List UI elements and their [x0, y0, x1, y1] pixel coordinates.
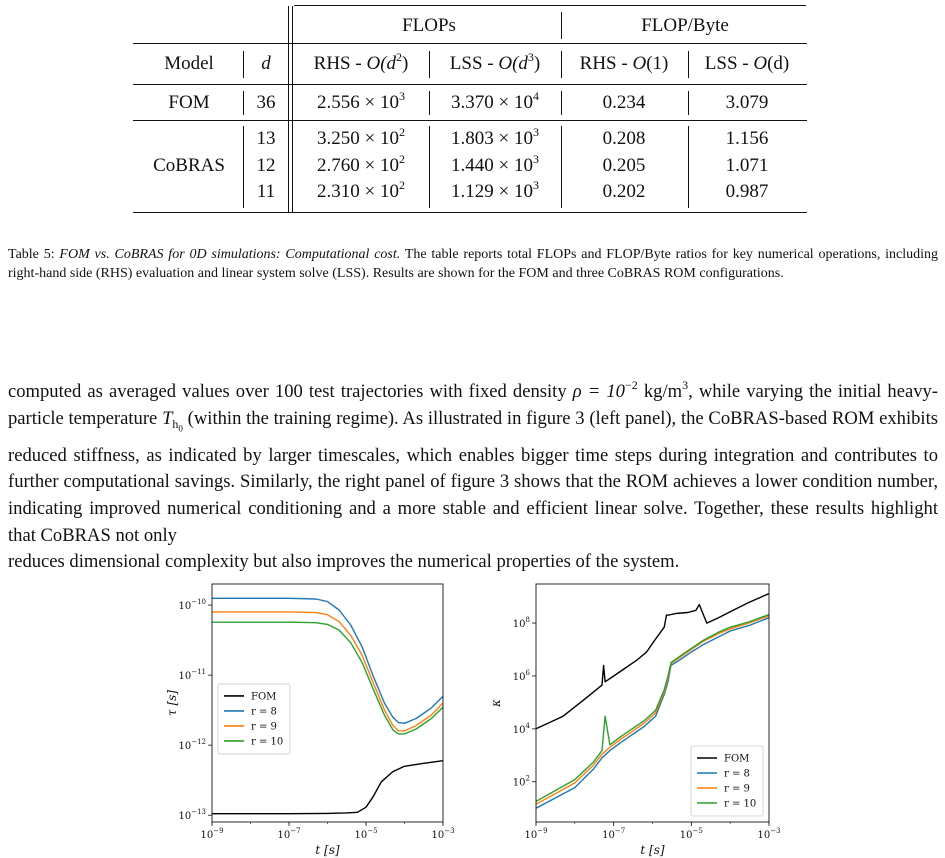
- cobras-lss-fb: 0.987: [725, 181, 769, 202]
- vbar: [429, 51, 430, 78]
- vbar: [688, 91, 689, 115]
- rho-symbol: ρ = 10: [572, 381, 625, 402]
- y-axis-label: κ: [489, 699, 503, 707]
- legend-label: r = 10: [251, 736, 284, 748]
- legend-label: r = 9: [251, 721, 277, 733]
- vbar: [688, 51, 689, 78]
- cobras-lss: $1.129 \times 10^3$: [451, 178, 539, 202]
- vbar: [561, 126, 562, 208]
- x-tick-label: $10^{-5}$: [679, 827, 703, 841]
- x-axis-label: t [s]: [640, 843, 665, 857]
- body-text: computed as averaged values over 100 test trajectories with fixed density: [8, 381, 567, 402]
- temperature-symbol: T: [162, 407, 173, 429]
- series-line-FOM: [212, 761, 443, 814]
- x-tick-label: $10^{-5}$: [354, 827, 378, 841]
- x-tick-label: $10^{-3}$: [431, 827, 455, 841]
- x-tick-label: $10^{-7}$: [277, 827, 301, 841]
- vbar: [243, 91, 244, 115]
- legend-label: r = 8: [724, 768, 750, 780]
- y-tick-label: $10^{-10}$: [178, 598, 206, 613]
- fom-label: FOM: [168, 92, 210, 113]
- y-tick-label: $10^6$: [512, 668, 530, 683]
- temperature-subsub: 0: [178, 423, 183, 434]
- legend-label: r = 8: [251, 706, 277, 718]
- unit-exponent: 3: [682, 378, 689, 392]
- col-lss-flops: LSS - $O(d^3)$: [449, 50, 541, 74]
- rho-exponent: −2: [624, 378, 638, 392]
- cobras-rhs-fb: 0.205: [602, 155, 646, 176]
- col-d: d: [261, 53, 271, 74]
- condition-number-chart: [489, 576, 788, 858]
- y-tick-label: $10^8$: [512, 616, 530, 631]
- col-lss-fb: LSS - O(d): [704, 53, 790, 74]
- vbar: [243, 51, 244, 78]
- cobras-d: 13: [256, 128, 276, 149]
- y-tick-label: $10^{-12}$: [178, 738, 206, 753]
- fom-lss-fb: 3.079: [725, 92, 769, 113]
- fom-d: 36: [256, 92, 276, 113]
- double-bar-a: [288, 6, 289, 212]
- cobras-rhs: $3.250 \times 10^2$: [317, 125, 405, 149]
- caption-lead: FOM vs. CoBRAS for 0D simulations: Computational cost.: [59, 247, 401, 262]
- vbar: [429, 91, 430, 115]
- fom-rule: [133, 120, 807, 121]
- y-tick-label: $10^{-11}$: [178, 668, 206, 683]
- cobras-lss-fb: 1.156: [725, 128, 769, 149]
- cobras-label: CoBRAS: [153, 155, 225, 176]
- timescale-chart: [160, 576, 460, 858]
- vbar: [561, 12, 562, 39]
- rho-unit: kg/m: [637, 381, 683, 402]
- col-rule: [133, 84, 807, 85]
- y-axis-label: τ [s]: [165, 690, 179, 716]
- x-tick-label: $10^{-3}$: [757, 827, 781, 841]
- header-flops: FLOPs: [402, 15, 456, 36]
- cobras-rhs-fb: 0.202: [602, 181, 646, 202]
- series-line-FOM: [536, 594, 769, 729]
- vbar: [243, 126, 244, 208]
- cobras-rhs: $2.310 \times 10^2$: [317, 178, 405, 202]
- legend-label: r = 10: [724, 798, 757, 810]
- header-rule: [133, 43, 807, 44]
- x-tick-label: $10^{-9}$: [200, 827, 224, 841]
- top-rule: [294, 5, 806, 6]
- legend-label: r = 9: [724, 783, 750, 795]
- double-bar-b: [292, 6, 293, 212]
- body-text: (within the training regime). As illustrated in figure 3 (left panel), the CoBRAS-based ROM exhibits reduced stiffness, as indicated by larger timescales, which enables bigger time steps during integration and contributes to further computational savings. Similarly, the right panel of figure 3 shows that the ROM achieves a lower condition number, indicating improved numerical conditioning and a more stable and efficient linear solve. Together, these results highlight that CoBRAS not only: [8, 407, 938, 546]
- vbar: [688, 126, 689, 208]
- caption-label: Table 5:: [8, 247, 55, 262]
- y-tick-label: $10^{-13}$: [178, 808, 206, 823]
- cobras-lss: $1.440 \times 10^3$: [451, 152, 539, 176]
- legend-label: FOM: [724, 753, 750, 765]
- body-paragraph: [8, 379, 938, 576]
- legend-label: FOM: [251, 691, 277, 703]
- cobras-rhs: $2.760 \times 10^2$: [317, 152, 405, 176]
- cobras-rhs-fb: 0.208: [602, 128, 646, 149]
- cobras-lss-fb: 1.071: [725, 155, 769, 176]
- col-model: Model: [164, 53, 214, 74]
- body-text: reduces dimensional complexity but also improves the numerical properties of the system.: [8, 551, 680, 573]
- body-text: , while varying the initial heavy-particle temperature: [8, 381, 938, 429]
- caption-text: The table reports total FLOPs and FLOP/Byte ratios for key numerical operations, including right-hand side (RHS) evaluation and linear system solve (LSS). Results are shown for the FOM and three CoBRAS ROM configurations.: [8, 247, 939, 281]
- header-flop-byte: FLOP/Byte: [641, 15, 729, 36]
- x-axis-label: t [s]: [315, 843, 340, 857]
- vbar: [561, 51, 562, 78]
- y-tick-label: $10^2$: [512, 774, 530, 789]
- cobras-lss: $1.803 \times 10^3$: [451, 125, 539, 149]
- temperature-sub: h: [172, 417, 179, 432]
- y-tick-label: $10^4$: [512, 721, 530, 736]
- fom-rhs: $2.556 \times 10^3$: [317, 89, 405, 113]
- col-rhs-flops: RHS - $O(d^2)$: [313, 50, 409, 74]
- cobras-d: 12: [256, 155, 276, 176]
- legend: [691, 746, 763, 816]
- fom-lss: $3.370 \times 10^4$: [451, 89, 539, 113]
- table-caption: [8, 245, 938, 283]
- x-tick-label: $10^{-9}$: [524, 827, 548, 841]
- results-table: [133, 4, 807, 216]
- vbar: [561, 91, 562, 115]
- x-tick-label: $10^{-7}$: [602, 827, 626, 841]
- vbar: [429, 126, 430, 208]
- col-rhs-fb: RHS - O(1): [579, 53, 669, 74]
- fom-rhs-fb: 0.234: [602, 92, 646, 113]
- legend: [218, 684, 290, 754]
- bottom-rule: [133, 212, 807, 213]
- cobras-d: 11: [256, 181, 276, 202]
